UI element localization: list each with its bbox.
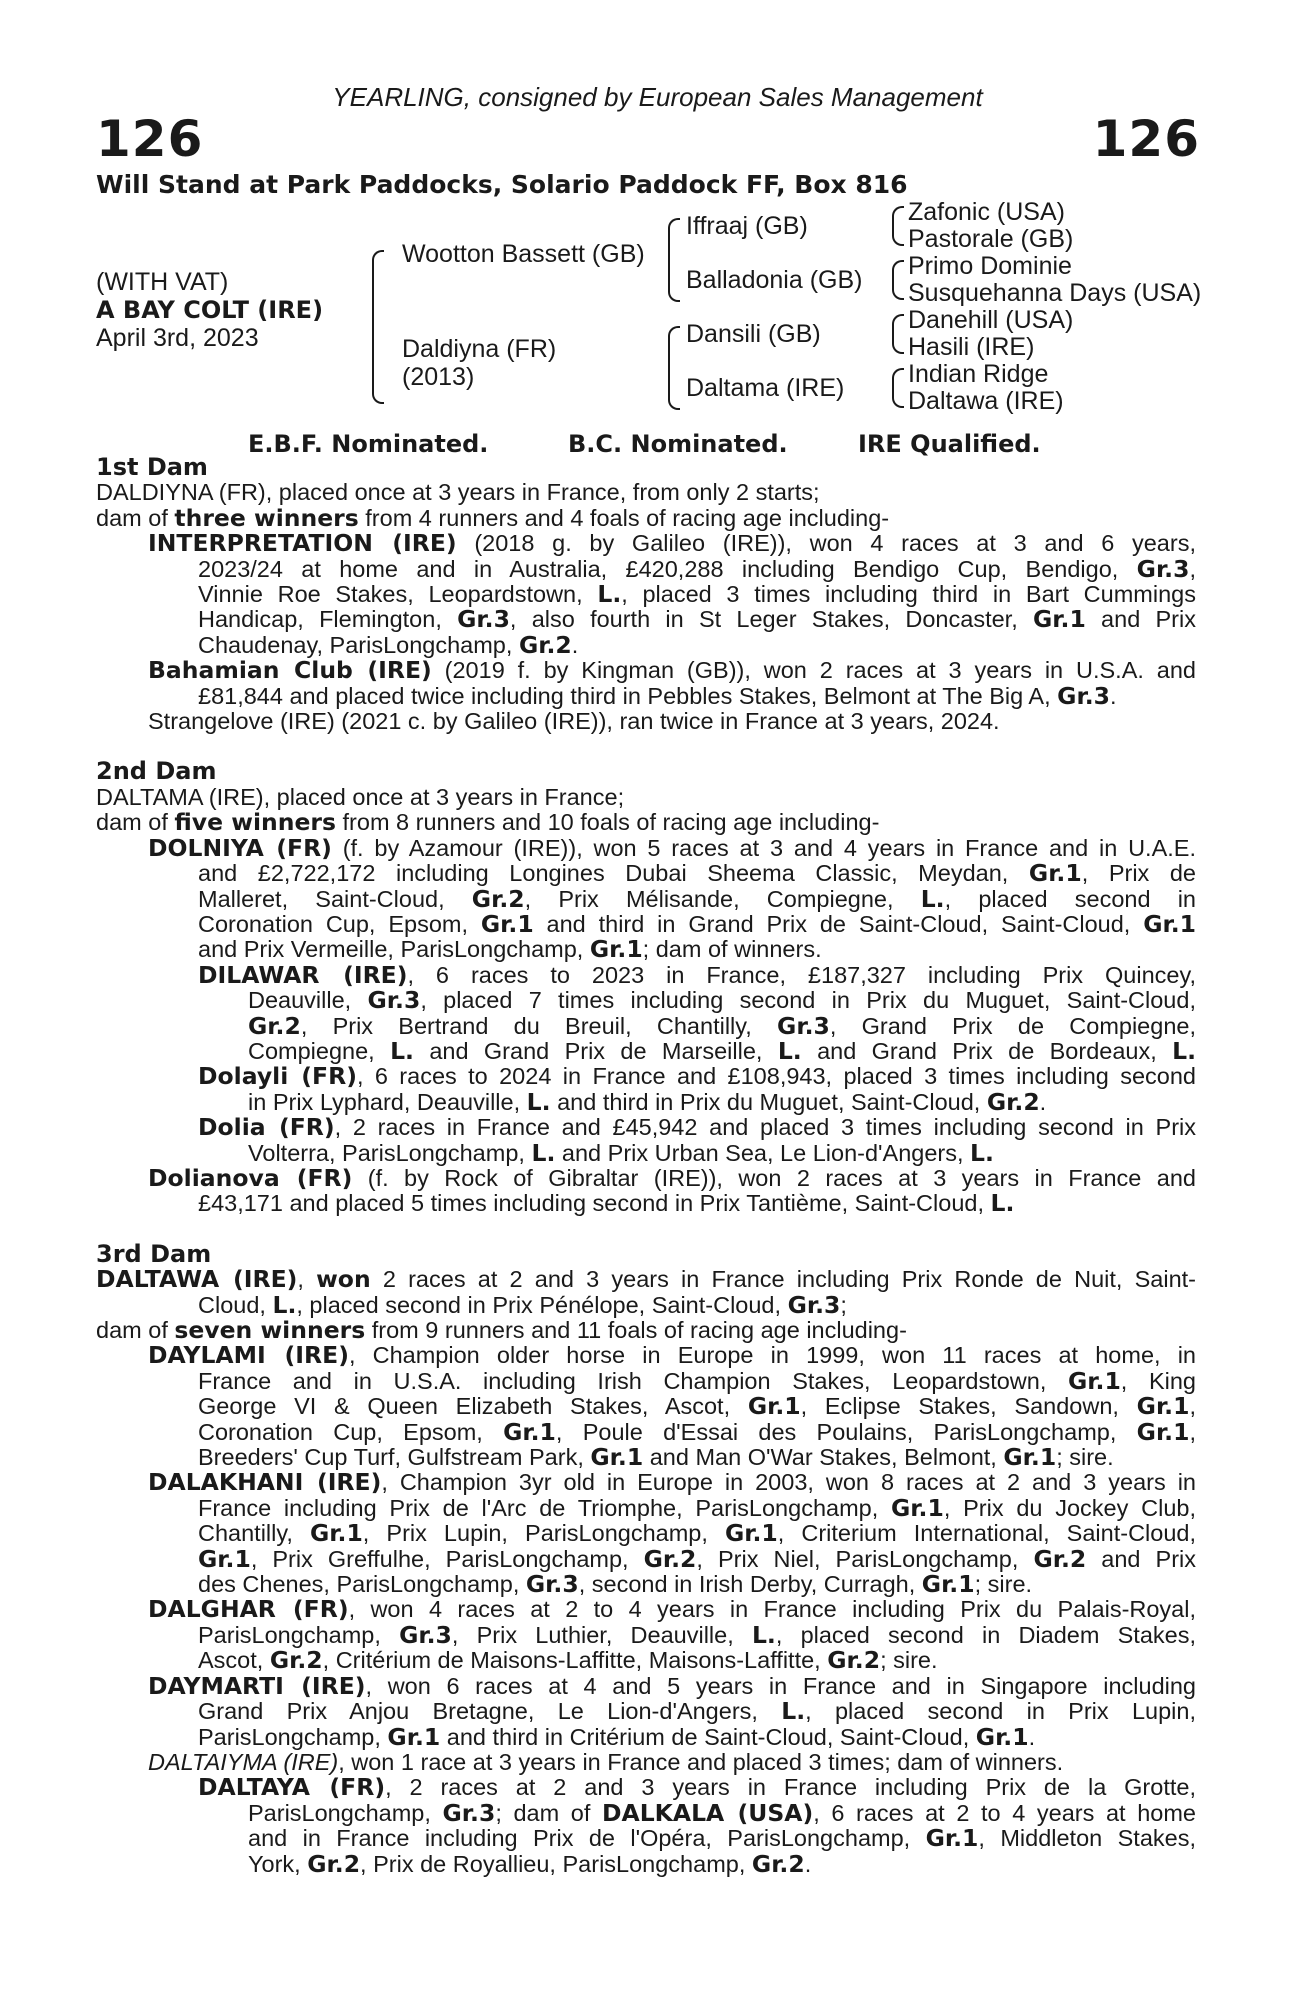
ire-qualified: IRE Qualified. <box>858 430 1041 458</box>
third-dam-heading: 3rd Dam <box>96 1239 212 1268</box>
pedigree-ggs-1: Zafonic (USA) <box>908 198 1065 226</box>
text-line: France and in U.S.A. including Irish Champion Stakes, Leopardstown, Gr.1, King <box>198 1366 1196 1395</box>
text-line: dam of five winners from 8 runners and 10 foals of racing age including- <box>96 808 880 837</box>
text-line: dam of three winners from 4 runners and 4 foals of racing age including- <box>96 503 890 532</box>
lot-name: A BAY COLT (IRE) <box>96 296 324 324</box>
text-line: Deauville, Gr.3, placed 7 times including second in Prix du Muguet, Saint-Cloud, <box>248 986 1196 1015</box>
text-line: Compiegne, L. and Grand Prix de Marseille, L. and Grand Prix de Bordeaux, L. <box>248 1036 1197 1065</box>
text-line: Gr.1, Prix Greffulhe, ParisLongchamp, Gr.2, Prix Niel, ParisLongchamp, Gr.2 and Prix <box>198 1544 1196 1573</box>
text-line: George VI & Queen Elizabeth Stakes, Ascot, Gr.1, Eclipse Stakes, Sandown, Gr.1, <box>198 1392 1196 1421</box>
pedigree-sire: Wootton Bassett (GB) <box>402 240 645 268</box>
bc-nomination: B.C. Nominated. <box>568 430 788 458</box>
text-line: Grand Prix Anjou Bretagne, Le Lion-d'Angers, L., placed second in Prix Lupin, <box>198 1697 1196 1726</box>
text-line: Chantilly, Gr.1, Prix Lupin, ParisLongchamp, Gr.1, Criterium International, Saint-Cloud, <box>198 1519 1197 1548</box>
text-line: £81,844 and placed twice including third in Pebbles Stakes, Belmont at The Big A, Gr.3. <box>198 681 1117 710</box>
text-line: Dolia (FR), 2 races in France and £45,942 and placed 3 times including second in Prix <box>198 1113 1197 1142</box>
text-line: des Chenes, ParisLongchamp, Gr.3, second in Irish Derby, Curragh, Gr.1; sire. <box>198 1570 1033 1599</box>
pedigree-brace-3 <box>892 314 904 354</box>
text-line: and £2,722,172 including Longines Dubai Sheema Classic, Meydan, Gr.1, Prix de <box>198 859 1197 888</box>
text-line: Dolianova (FR) (f. by Rock of Gibraltar (IRE)), won 2 races at 3 years in France and <box>148 1163 1196 1192</box>
lot-number-left: 126 <box>96 110 204 168</box>
text-line: £43,171 and placed 5 times including second in Prix Tantième, Saint-Cloud, L. <box>198 1189 1015 1218</box>
text-line: Chaudenay, ParisLongchamp, Gr.2. <box>198 630 579 659</box>
third-dam-section <box>96 1267 1196 1877</box>
text-line: dam of seven winners from 9 runners and 11 foals of racing age including- <box>96 1316 907 1344</box>
foaling-date: April 3rd, 2023 <box>96 324 259 352</box>
text-line: Malleret, Saint-Cloud, Gr.2, Prix Mélisande, Compiegne, L., placed second in <box>198 884 1196 913</box>
pedigree-ggd-1: Pastorale (GB) <box>908 225 1074 253</box>
pedigree-ggs-4: Indian Ridge <box>908 360 1049 388</box>
text-line: DILAWAR (IRE), 6 races to 2023 in France, £187,327 including Prix Quincey, <box>198 960 1196 989</box>
pedigree-ggd-4: Daltawa (IRE) <box>908 387 1064 415</box>
text-line: Coronation Cup, Epsom, Gr.1, Poule d'Essai des Poulains, ParisLongchamp, Gr.1, <box>198 1417 1196 1446</box>
text-line: France including Prix de l'Arc de Triomphe, ParisLongchamp, Gr.1, Prix du Jockey Club, <box>198 1493 1196 1522</box>
pedigree-sire-sire: Iffraaj (GB) <box>686 212 808 240</box>
text-line: Handicap, Flemington, Gr.3, also fourth in St Leger Stakes, Doncaster, Gr.1 and Prix <box>198 605 1196 634</box>
pedigree-brace-4 <box>892 368 904 408</box>
pedigree-sire-dam: Balladonia (GB) <box>686 266 863 294</box>
text-line: and in France including Prix de l'Opéra, ParisLongchamp, Gr.1, Middleton Stakes, <box>248 1824 1196 1853</box>
text-line: DOLNIYA (FR) (f. by Azamour (IRE)), won 5 races at 3 and 4 years in France and in U.A.E. <box>148 833 1196 862</box>
text-line: DALTAWA (IRE), won 2 races at 2 and 3 years in France including Prix Ronde de Nuit, Saint- <box>96 1265 1197 1294</box>
text-line: DALGHAR (FR), won 4 races at 2 to 4 years in France including Prix du Palais-Royal, <box>148 1595 1196 1624</box>
pedigree-brace-main <box>372 250 384 404</box>
text-line: DALTAMA (IRE), placed once at 3 years in France; <box>96 783 625 810</box>
pedigree-dam-sire: Dansili (GB) <box>686 320 821 348</box>
lot-number-right: 126 <box>1092 110 1200 168</box>
catalogue-body <box>96 455 1196 1877</box>
text-line: Strangelove (IRE) (2021 c. by Galileo (IRE)), ran twice in France at 3 years, 2024. <box>148 708 1000 735</box>
text-line: DALTAIYMA (IRE), won 1 race at 3 years in France and placed 3 times; dam of winners. <box>148 1748 1064 1775</box>
text-line: 2023/24 at home and in Australia, £420,288 including Bendigo Cup, Bendigo, Gr.3, <box>198 554 1196 583</box>
pedigree-ggd-3: Hasili (IRE) <box>908 333 1035 361</box>
text-line: Breeders' Cup Turf, Gulfstream Park, Gr.1 and Man O'War Stakes, Belmont, Gr.1; sire. <box>198 1443 1114 1472</box>
text-line: DALDIYNA (FR), placed once at 3 years in France, from only 2 starts; <box>96 479 820 506</box>
pedigree-ggs-3: Danehill (USA) <box>908 306 1074 334</box>
text-line: DALAKHANI (IRE), Champion 3yr old in Europe in 2003, won 8 races at 2 and 3 years in <box>148 1468 1196 1497</box>
first-dam-heading: 1st Dam <box>96 453 208 481</box>
pedigree-dam: Daldiyna (FR) <box>402 335 557 363</box>
text-line: Vinnie Roe Stakes, Leopardstown, L., placed 3 times including third in Bart Cummings <box>198 580 1196 609</box>
text-line: in Prix Lyphard, Deauville, L. and third in Prix du Muguet, Saint-Cloud, Gr.2. <box>248 1087 1047 1116</box>
text-line: DALTAYA (FR), 2 races at 2 and 3 years in France including Prix de la Grotte, <box>198 1773 1196 1802</box>
text-line: York, Gr.2, Prix de Royallieu, ParisLongchamp, Gr.2. <box>248 1849 812 1878</box>
text-line: Volterra, ParisLongchamp, L. and Prix Urban Sea, Le Lion-d'Angers, L. <box>248 1138 994 1167</box>
text-line: INTERPRETATION (IRE) (2018 g. by Galileo (IRE)), won 4 races at 3 and 6 years, <box>148 529 1196 558</box>
ebf-nomination: E.B.F. Nominated. <box>248 430 489 458</box>
text-line: DAYLAMI (IRE), Champion older horse in Europe in 1999, won 11 races at home, in <box>148 1341 1196 1370</box>
text-line: ParisLongchamp, Gr.3; dam of DALKALA (USA), 6 races at 2 to 4 years at home <box>248 1798 1196 1827</box>
pedigree-brace-dam <box>668 326 680 410</box>
text-line: Coronation Cup, Epsom, Gr.1 and third in Grand Prix de Saint-Cloud, Saint-Cloud, Gr.1 <box>198 909 1196 938</box>
pedigree-ggd-2: Susquehanna Days (USA) <box>908 279 1202 307</box>
pedigree-brace-2 <box>892 260 904 300</box>
stand-location: Will Stand at Park Paddocks, Solario Paddock FF, Box 816 <box>96 170 908 199</box>
second-dam-section <box>96 785 1196 1217</box>
text-line: and Prix Vermeille, ParisLongchamp, Gr.1; dam of winners. <box>198 935 822 964</box>
text-line: Dolayli (FR), 6 races to 2024 in France and £108,943, placed 3 times including second <box>198 1062 1196 1091</box>
text-line: Cloud, L., placed second in Prix Pénélope, Saint-Cloud, Gr.3; <box>198 1290 847 1319</box>
first-dam-section <box>96 480 1196 734</box>
second-dam-heading: 2nd Dam <box>96 757 217 786</box>
text-line: Ascot, Gr.2, Critérium de Maisons-Laffitte, Maisons-Laffitte, Gr.2; sire. <box>198 1646 938 1675</box>
text-line: Bahamian Club (IRE) (2019 f. by Kingman (GB)), won 2 races at 3 years in U.S.A. and <box>148 656 1196 685</box>
pedigree-dam-year: (2013) <box>402 363 475 391</box>
vat-note: (WITH VAT) <box>96 268 229 296</box>
pedigree-brace-1 <box>892 206 904 246</box>
text-line: ParisLongchamp, Gr.3, Prix Luthier, Deauville, L., placed second in Diadem Stakes, <box>198 1620 1196 1649</box>
text-line: Gr.2, Prix Bertrand du Breuil, Chantilly, Gr.3, Grand Prix de Compiegne, <box>248 1011 1196 1040</box>
pedigree-ggs-2: Primo Dominie <box>908 252 1072 280</box>
pedigree-dam-dam: Daltama (IRE) <box>686 374 845 402</box>
text-line: ParisLongchamp, Gr.1 and third in Critérium de Saint-Cloud, Saint-Cloud, Gr.1. <box>198 1722 1036 1751</box>
text-line: DAYMARTI (IRE), won 6 races at 4 and 5 years in France and in Singapore including <box>148 1671 1196 1700</box>
pedigree-brace-sire <box>668 218 680 302</box>
consignment-heading: YEARLING, consigned by European Sales Management <box>332 82 983 112</box>
